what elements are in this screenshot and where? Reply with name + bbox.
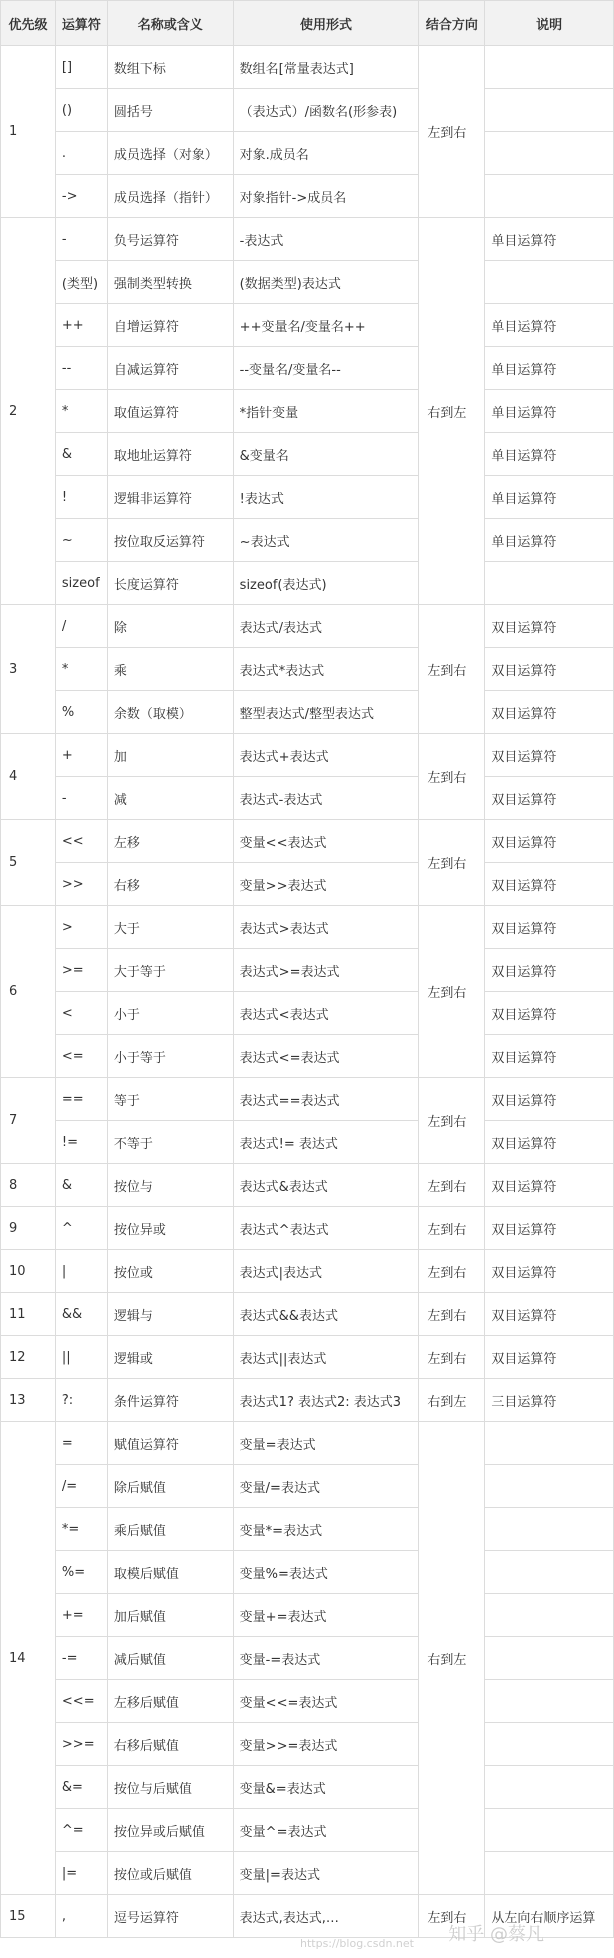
name-cell: 成员选择（对象） [107,132,233,175]
usage-cell: 表达式||表达式 [233,1336,419,1379]
operator-cell: ^= [55,1809,107,1852]
operator-cell: /= [55,1465,107,1508]
priority-cell: 1 [1,46,56,218]
operator-cell: == [55,1078,107,1121]
note-cell: 单目运算符 [485,218,614,261]
operator-cell: * [55,648,107,691]
usage-cell: (数据类型)表达式 [233,261,419,304]
name-cell: 按位或 [107,1250,233,1293]
operator-cell: |= [55,1852,107,1895]
note-cell: 双目运算符 [485,906,614,949]
usage-cell: sizeof(表达式) [233,562,419,605]
note-cell [485,1422,614,1465]
table-row [1,304,614,347]
note-cell: 单目运算符 [485,304,614,347]
usage-cell: 表达式<表达式 [233,992,419,1035]
name-cell: 自增运算符 [107,304,233,347]
note-cell [485,1551,614,1594]
usage-cell: 变量&=表达式 [233,1766,419,1809]
usage-cell: 对象.成员名 [233,132,419,175]
table-row [1,1723,614,1766]
usage-cell: 变量|=表达式 [233,1852,419,1895]
name-cell: 乘 [107,648,233,691]
associativity-cell: 左到右 [419,1207,485,1250]
operator-cell: * [55,390,107,433]
note-cell [485,1680,614,1723]
operator-cell: << [55,820,107,863]
note-cell [485,89,614,132]
note-cell: 双目运算符 [485,605,614,648]
associativity-cell: 左到右 [419,820,485,906]
usage-cell: 数组名[常量表达式] [233,46,419,89]
table-row [1,1508,614,1551]
table-row [1,949,614,992]
usage-cell: 表达式*表达式 [233,648,419,691]
note-cell: 从左向右顺序运算 [485,1895,614,1938]
note-cell: 双目运算符 [485,1164,614,1207]
operator-cell: = [55,1422,107,1465]
operator-cell: . [55,132,107,175]
table-row [1,519,614,562]
associativity-cell: 右到左 [419,1379,485,1422]
operator-cell: >>= [55,1723,107,1766]
associativity-cell: 左到右 [419,1250,485,1293]
usage-cell: 表达式/表达式 [233,605,419,648]
name-cell: 加后赋值 [107,1594,233,1637]
note-cell: 单目运算符 [485,519,614,562]
priority-cell: 10 [1,1250,56,1293]
name-cell: 减后赋值 [107,1637,233,1680]
name-cell: 小于等于 [107,1035,233,1078]
usage-cell: 表达式-表达式 [233,777,419,820]
operator-cell: ! [55,476,107,519]
priority-cell: 13 [1,1379,56,1422]
priority-cell: 2 [1,218,56,605]
note-cell: 双目运算符 [485,1250,614,1293]
usage-cell: -表达式 [233,218,419,261]
note-cell [485,1852,614,1895]
note-cell: 双目运算符 [485,777,614,820]
usage-cell: &变量名 [233,433,419,476]
table-row [1,1637,614,1680]
table-row [1,863,614,906]
usage-cell: 表达式<=表达式 [233,1035,419,1078]
name-cell: 等于 [107,1078,233,1121]
operator-cell: & [55,433,107,476]
name-cell: 取模后赋值 [107,1551,233,1594]
associativity-cell: 右到左 [419,1422,485,1895]
name-cell: 自减运算符 [107,347,233,390]
usage-cell: 表达式+表达式 [233,734,419,777]
table-row [1,992,614,1035]
note-cell: 单目运算符 [485,390,614,433]
name-cell: 取值运算符 [107,390,233,433]
note-cell [485,1809,614,1852]
name-cell: 右移后赋值 [107,1723,233,1766]
operator-cell: sizeof [55,562,107,605]
table-row [1,46,614,89]
priority-cell: 5 [1,820,56,906]
name-cell: 按位与 [107,1164,233,1207]
table-row [1,218,614,261]
operator-cell: > [55,906,107,949]
usage-cell: 变量*=表达式 [233,1508,419,1551]
usage-cell: 表达式,表达式,… [233,1895,419,1938]
note-cell [485,261,614,304]
usage-cell: 表达式>表达式 [233,906,419,949]
table-row [1,1422,614,1465]
table-row [1,261,614,304]
note-cell [485,1637,614,1680]
table-row [1,390,614,433]
operator-cell: ^ [55,1207,107,1250]
operator-cell: += [55,1594,107,1637]
operator-cell: % [55,691,107,734]
operator-cell: %= [55,1551,107,1594]
note-cell: 双目运算符 [485,1035,614,1078]
note-cell [485,1508,614,1551]
name-cell: 小于 [107,992,233,1035]
associativity-cell: 左到右 [419,605,485,734]
name-cell: 逻辑或 [107,1336,233,1379]
operator-cell: [] [55,46,107,89]
usage-cell: ++变量名/变量名++ [233,304,419,347]
name-cell: 除 [107,605,233,648]
usage-cell: 表达式==表达式 [233,1078,419,1121]
associativity-cell: 左到右 [419,734,485,820]
table-row [1,1379,614,1422]
usage-cell: 变量%=表达式 [233,1551,419,1594]
header-note: 说明 [485,1,614,46]
note-cell: 双目运算符 [485,1336,614,1379]
priority-cell: 9 [1,1207,56,1250]
name-cell: 大于等于 [107,949,233,992]
note-cell [485,1723,614,1766]
table-row [1,1035,614,1078]
priority-cell: 6 [1,906,56,1078]
name-cell: 按位异或 [107,1207,233,1250]
name-cell: 余数（取模） [107,691,233,734]
operator-cell: <= [55,1035,107,1078]
name-cell: 乘后赋值 [107,1508,233,1551]
operator-cell: ++ [55,304,107,347]
usage-cell: --变量名/变量名-- [233,347,419,390]
table-row [1,132,614,175]
usage-cell: ~表达式 [233,519,419,562]
name-cell: 右移 [107,863,233,906]
watermark: 知乎 @蔡凡 [448,1924,544,1945]
usage-cell: 表达式!= 表达式 [233,1121,419,1164]
name-cell: 按位异或后赋值 [107,1809,233,1852]
header-operator: 运算符 [55,1,107,46]
name-cell: 赋值运算符 [107,1422,233,1465]
operator-cell: -= [55,1637,107,1680]
note-cell: 双目运算符 [485,734,614,777]
associativity-cell: 左到右 [419,906,485,1078]
usage-cell: 变量^=表达式 [233,1809,419,1852]
usage-cell: 表达式1? 表达式2: 表达式3 [233,1379,419,1422]
name-cell: 逻辑非运算符 [107,476,233,519]
table-row [1,433,614,476]
name-cell: 条件运算符 [107,1379,233,1422]
operator-cell: -- [55,347,107,390]
name-cell: 负号运算符 [107,218,233,261]
name-cell: 减 [107,777,233,820]
header-associativity: 结合方向 [419,1,485,46]
operator-cell: >= [55,949,107,992]
note-cell: 三目运算符 [485,1379,614,1422]
operator-cell: && [55,1293,107,1336]
usage-cell: 变量-=表达式 [233,1637,419,1680]
table-row [1,1336,614,1379]
operator-cell: >> [55,863,107,906]
table-row [1,777,614,820]
note-cell: 双目运算符 [485,648,614,691]
usage-cell: 表达式^表达式 [233,1207,419,1250]
usage-cell: 整型表达式/整型表达式 [233,691,419,734]
name-cell: 数组下标 [107,46,233,89]
operator-cell: < [55,992,107,1035]
table-row [1,347,614,390]
name-cell: 取地址运算符 [107,433,233,476]
table-row [1,1766,614,1809]
note-cell: 双目运算符 [485,1078,614,1121]
header-usage: 使用形式 [233,1,419,46]
table-header-row [1,1,614,46]
operator-cell: &= [55,1766,107,1809]
usage-cell: 表达式&表达式 [233,1164,419,1207]
table-row [1,476,614,519]
name-cell: 按位或后赋值 [107,1852,233,1895]
operator-cell: + [55,734,107,777]
note-cell [485,1766,614,1809]
note-cell: 双目运算符 [485,820,614,863]
operator-cell: | [55,1250,107,1293]
name-cell: 按位与后赋值 [107,1766,233,1809]
operator-cell: ~ [55,519,107,562]
name-cell: 圆括号 [107,89,233,132]
table-row [1,1121,614,1164]
table-row [1,562,614,605]
operator-cell: & [55,1164,107,1207]
table-row [1,1207,614,1250]
associativity-cell: 左到右 [419,1078,485,1164]
associativity-cell: 左到右 [419,1336,485,1379]
usage-cell: 变量+=表达式 [233,1594,419,1637]
table-row [1,1250,614,1293]
name-cell: 不等于 [107,1121,233,1164]
usage-cell: 变量>>表达式 [233,863,419,906]
name-cell: 左移 [107,820,233,863]
note-cell: 双目运算符 [485,992,614,1035]
name-cell: 长度运算符 [107,562,233,605]
usage-cell: 变量<<=表达式 [233,1680,419,1723]
name-cell: 加 [107,734,233,777]
operator-cell: - [55,218,107,261]
name-cell: 除后赋值 [107,1465,233,1508]
priority-cell: 4 [1,734,56,820]
table-row [1,89,614,132]
table-row [1,1293,614,1336]
note-cell [485,1594,614,1637]
name-cell: 强制类型转换 [107,261,233,304]
table-row [1,820,614,863]
usage-cell: 表达式|表达式 [233,1250,419,1293]
name-cell: 左移后赋值 [107,1680,233,1723]
usage-cell: 变量/=表达式 [233,1465,419,1508]
note-cell: 双目运算符 [485,691,614,734]
usage-cell: 对象指针->成员名 [233,175,419,218]
table-row [1,605,614,648]
header-priority: 优先级 [1,1,56,46]
usage-cell: 表达式&&表达式 [233,1293,419,1336]
name-cell: 大于 [107,906,233,949]
priority-cell: 15 [1,1895,56,1938]
operator-cell: || [55,1336,107,1379]
note-cell [485,1465,614,1508]
operator-cell: != [55,1121,107,1164]
priority-cell: 12 [1,1336,56,1379]
name-cell: 按位取反运算符 [107,519,233,562]
operator-cell: ?: [55,1379,107,1422]
usage-cell: 表达式>=表达式 [233,949,419,992]
note-cell [485,562,614,605]
operator-cell: -> [55,175,107,218]
name-cell: 逻辑与 [107,1293,233,1336]
note-cell: 双目运算符 [485,1121,614,1164]
note-cell: 双目运算符 [485,863,614,906]
note-cell [485,46,614,89]
table-row [1,1551,614,1594]
note-cell [485,175,614,218]
priority-cell: 7 [1,1078,56,1164]
associativity-cell: 左到右 [419,46,485,218]
note-cell: 双目运算符 [485,1293,614,1336]
table-row [1,1809,614,1852]
usage-cell: 变量>>=表达式 [233,1723,419,1766]
table-row [1,1465,614,1508]
name-cell: 逗号运算符 [107,1895,233,1938]
usage-cell: 变量<<表达式 [233,820,419,863]
name-cell: 成员选择（指针） [107,175,233,218]
header-name: 名称或含义 [107,1,233,46]
note-cell: 单目运算符 [485,347,614,390]
priority-cell: 11 [1,1293,56,1336]
table-row [1,1164,614,1207]
watermark-url: https://blog.csdn.net [300,1937,414,1950]
table-row [1,1680,614,1723]
associativity-cell: 左到右 [419,1895,485,1938]
operator-cell: (类型) [55,261,107,304]
associativity-cell: 右到左 [419,218,485,605]
operator-cell: , [55,1895,107,1938]
operator-cell: - [55,777,107,820]
usage-cell: 变量=表达式 [233,1422,419,1465]
table-body [1,46,614,1938]
usage-cell: （表达式）/函数名(形参表) [233,89,419,132]
note-cell: 双目运算符 [485,949,614,992]
operator-cell: / [55,605,107,648]
operator-cell: () [55,89,107,132]
operator-cell: <<= [55,1680,107,1723]
table-row [1,734,614,777]
table-row [1,691,614,734]
associativity-cell: 左到右 [419,1164,485,1207]
note-cell: 单目运算符 [485,433,614,476]
table-row [1,1078,614,1121]
table-row [1,1852,614,1895]
table-row [1,906,614,949]
table-row [1,1594,614,1637]
priority-cell: 14 [1,1422,56,1895]
operator-cell: *= [55,1508,107,1551]
priority-cell: 3 [1,605,56,734]
priority-cell: 8 [1,1164,56,1207]
note-cell: 单目运算符 [485,476,614,519]
usage-cell: *指针变量 [233,390,419,433]
table-row [1,175,614,218]
note-cell [485,132,614,175]
table-row [1,648,614,691]
associativity-cell: 左到右 [419,1293,485,1336]
note-cell: 双目运算符 [485,1207,614,1250]
usage-cell: !表达式 [233,476,419,519]
